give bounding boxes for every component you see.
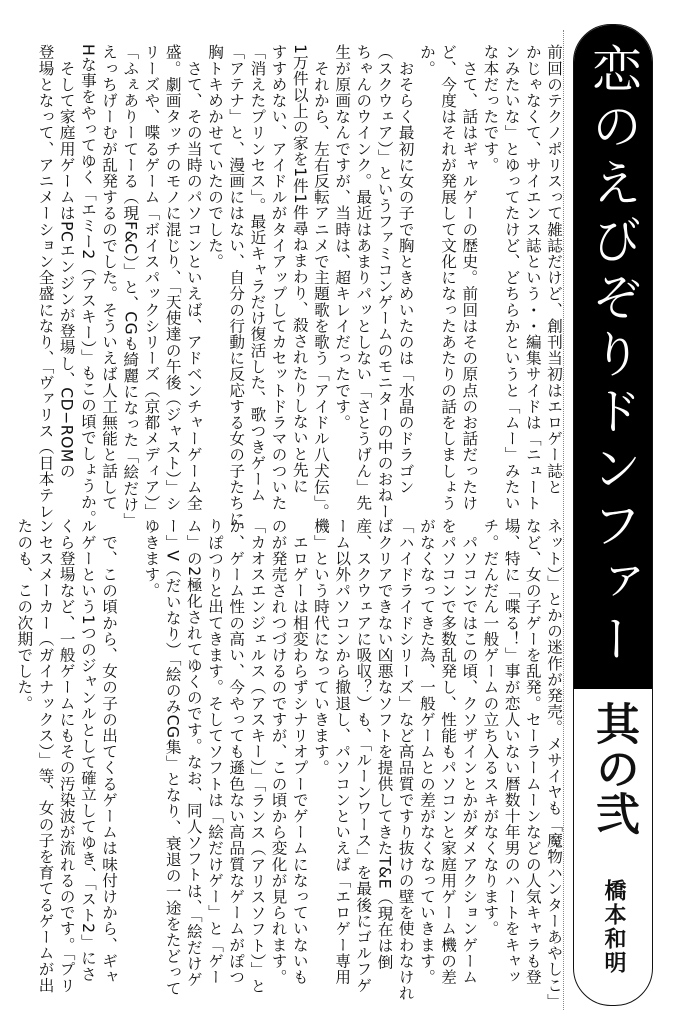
text-line: で、この頃から、女の子の出てくるゲームは味付けから、ギャ xyxy=(100,518,119,985)
text-line: パソコンではこの頃、クソザインとかがダメアクションゲーム xyxy=(460,518,479,985)
text-line: Hな事をやってゆく「エミー2（アスキー）」もこの頃でしょうか。 xyxy=(78,44,97,526)
text-line: おそらく最初に女の子で胸ときめいたのは「水晶のドラゴン xyxy=(396,44,415,495)
text-line: 場、特に「喋る！」事が恋人いない暦数十年男のハートをキャッ xyxy=(502,518,521,985)
column-divider xyxy=(563,30,564,1010)
text-line: たのも、この次期でした。 xyxy=(15,518,34,712)
article-text-top xyxy=(12,44,564,529)
series-title: 恋のえびぞりドンファー xyxy=(584,43,642,670)
text-line: 生が原画なんですが、当時は、超キレイだったです。 xyxy=(333,44,352,431)
text-line: 盛。劇画タッチのモノに混じり、「天使達の午後（ジャスト）」シ xyxy=(163,44,182,512)
text-line: ーム以外パソコンから撤退し、パソコンといえば「エロゲー専用 xyxy=(333,518,352,985)
text-line: ー」V（だいなり）「絵のみCG集」となり、衰退の一途をたどって xyxy=(163,518,182,997)
text-line: 登場となって、アニメーション全盛になり、「ヴァリス（日本テレ xyxy=(36,44,55,520)
text-line: 「ハイドライドシリーズ」など高品質ですり抜けの壁を使わなけれ xyxy=(396,518,415,1001)
text-line: （スクウェア）」というファミコンゲームのモニターの中のおねー xyxy=(375,44,394,520)
text-line: 機」という時代になっていきます。 xyxy=(311,518,330,776)
text-line: ンみたいな」とゆってたけど、どちらかというと「ムー」みたい xyxy=(502,44,521,511)
article-text-bottom xyxy=(12,518,564,1010)
text-line: ばクリアできない凶悪なソフトを提供してきたT&E（現在は倒 xyxy=(375,518,394,970)
title-box xyxy=(573,24,653,1006)
text-line: か。 xyxy=(417,44,436,77)
text-line: のが発売されつづけるのですが、この頃から変化が見られます。 xyxy=(269,518,288,985)
text-line: か、ゲーム性の高い、今やっても遜色ない高品質なゲームがぽつ xyxy=(227,518,246,985)
text-line: 1万件以上の家を1件1件尋ねまわり、殺されたりしないと先に xyxy=(290,44,309,494)
text-line: さて、その当時のパソコンといえば、アドベンチャーゲーム全 xyxy=(184,44,203,511)
text-line: など、女の子ゲーを乱発。セーラームーンなどの人気キャラも登 xyxy=(523,518,542,985)
text-line: りぽつりと出てきます。そしてソフトは「絵だけゲー」と「ゲー xyxy=(206,518,224,985)
text-line: 「アテナ」と、漫画にはない、自分の行動に反応する女の子たちに xyxy=(227,44,246,527)
text-line: 産、スクウェアに吸収？）も、「ルーンワース」を最後にゴルフゲ xyxy=(354,518,373,994)
text-line: ゆきます。 xyxy=(142,518,161,599)
text-line: えっちげーむが乱発するのでした。そういえば人工無能と話して xyxy=(100,44,119,511)
text-line: 「消えたプリンセス」。最近キャラだけ復活した、歌つきゲーム xyxy=(248,44,267,504)
text-line: くら登場など、一般ゲームにもその汚染波が流れるのです。「プリ xyxy=(57,518,76,994)
text-line: ネット）」とかの迷作が発売。メサイヤも「魔物ハンターあやしこ」 xyxy=(545,518,563,1010)
text-line: 「ふぇありーてーる（現F&C）」と、CGも綺麗になった「絵だけ」 xyxy=(121,44,140,529)
text-line: がなくなってきた為、一般ゲームとの差がなくなっていきます。 xyxy=(417,518,436,985)
text-line: 前回のテクノポリスって雑誌だけど、創刊当初はエロゲー誌と xyxy=(545,44,563,495)
text-line: さて、話はギャルゲーの歴史。前回はその原点のお話だったけ xyxy=(460,44,479,511)
text-line: ど、今度はそれが発展して文化になったあたりの話をしましょう xyxy=(439,44,458,511)
text-line: すすめない、アイドルがタイアップしてカセットドラマのついた xyxy=(269,44,288,511)
text-line: リーズや、喋るゲーム「ボイスパックシリーズ（京都メディア）」 xyxy=(142,44,161,520)
text-line: ルゲーという1つのジャンルとして確立してゆき、「スト2」にさ xyxy=(78,518,97,982)
chapter-label: 其の弐 xyxy=(588,701,639,836)
text-line: エロゲーは相変わらずシナリオプーでゲームになっていないも xyxy=(290,518,309,985)
title-banner xyxy=(574,25,652,689)
text-line: ム」の2極化されてゆくのです。なお、同人ソフトは、「絵だけゲ xyxy=(184,518,203,988)
text-line: 「カオスエンジェルス（アスキー）」「ランス（アリスソフト）」と xyxy=(248,518,267,994)
text-line: な本だったです。 xyxy=(481,44,500,173)
text-line: それから、左右反転アニメで主題歌を歌う「アイドル八犬伝」。 xyxy=(311,44,330,520)
text-line: チ。だんだん一般ゲームの立ち入るスキがなくなります。 xyxy=(481,518,500,937)
text-line: 胸トキめかせていたのでした。 xyxy=(206,44,224,270)
text-line: かじゃなくて、サイエンス誌という・・編集サイドは「ニュート xyxy=(523,44,542,511)
text-line: をパソコンで多数乱発し、性能もパソコンと家庭用ゲーム機の差 xyxy=(439,518,458,985)
author-name: 橋本和明 xyxy=(601,879,626,975)
text-line xyxy=(119,518,140,998)
text-line: ンセスメーカー（ガイナックス）」等、女の子を育てるゲームが出 xyxy=(36,518,55,994)
text-line: そして家庭用ゲームはPCエンジンが登場し、CD−ROMの xyxy=(57,44,76,479)
text-line: ちゃんのウインク。最近はあまりパッとしない「さとうげん」先 xyxy=(354,44,373,511)
